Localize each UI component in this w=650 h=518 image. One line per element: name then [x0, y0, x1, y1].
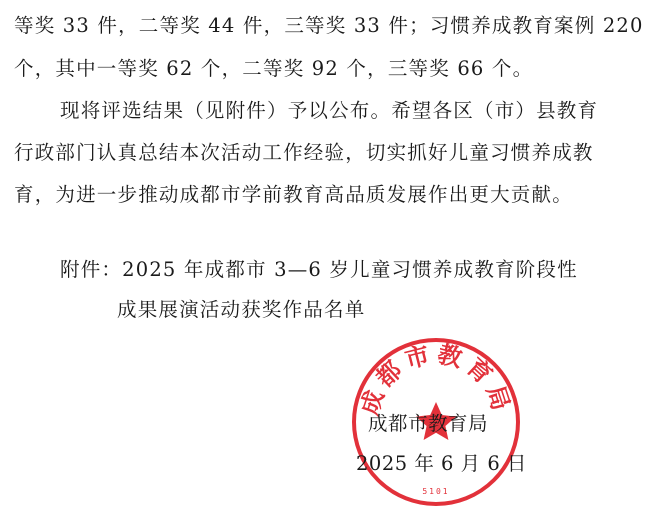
signature-issuer: 成都市教育局 [368, 412, 489, 435]
seal-arc-text: 成都市教育局 [354, 338, 518, 419]
signature-date: 2025 年 6 月 6 日 [356, 452, 527, 475]
paragraph-line-5: 育，为进一步推动成都市学前教育高品质发展作出更大贡献。 [14, 183, 573, 206]
paragraph-line-4: 行政部门认真总结本次活动工作经验，切实抓好儿童习惯养成教 [14, 141, 594, 164]
paragraph-line-1: 等奖 33 件，二等奖 44 件，三等奖 33 件；习惯养成教育案例 220 [14, 14, 644, 37]
attachment-line-1: 附件：2025 年成都市 3—6 岁儿童习惯养成教育阶段性 [60, 258, 578, 281]
attachment-line-2: 成果展演活动获奖作品名单 [117, 298, 366, 321]
paragraph-line-2: 个，其中一等奖 62 个，二等奖 92 个，三等奖 66 个。 [14, 57, 534, 80]
paragraph-line-3: 现将评选结果（见附件）予以公布。希望各区（市）县教育 [60, 99, 599, 122]
seal-serial: 5101 [422, 487, 450, 496]
